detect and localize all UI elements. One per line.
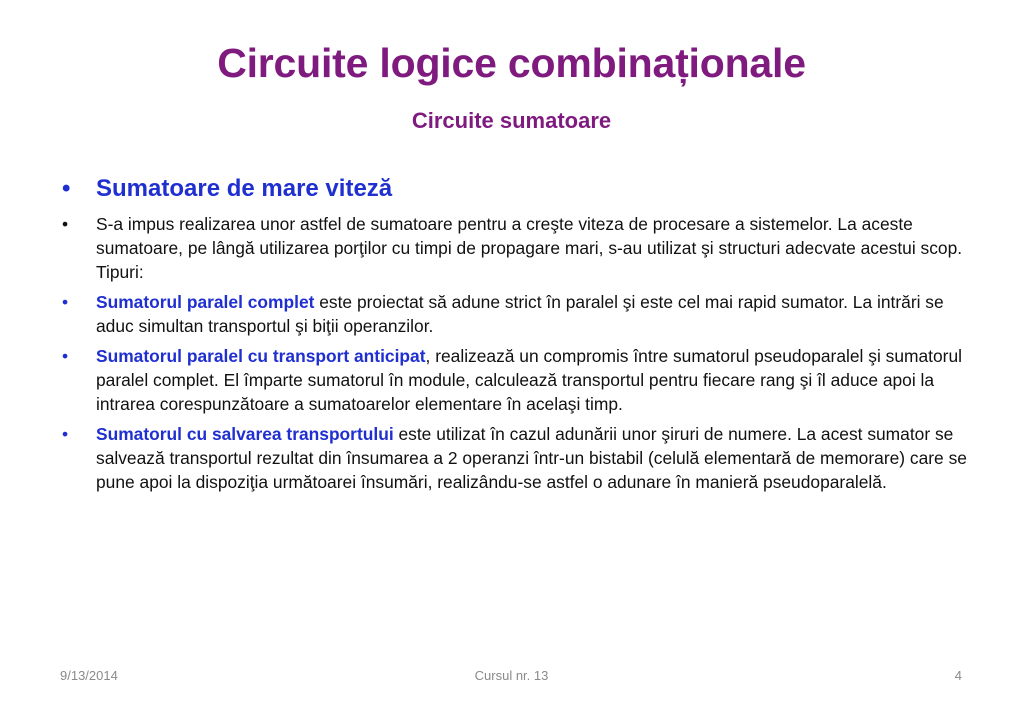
description-carry-save: este utilizat în cazul adunării unor şiruri de numere. La acest sumator se salvează transportul rezultat din însumarea a 2 operanzi într-un bistabil (celulă elementară de memorare) care se pune apoi la dispoziţia următoarei însumări, realizându-se astfel o adunare în manieră pseudoparalelă. [96, 424, 967, 492]
bullet-dot-icon: • [62, 175, 71, 202]
footer-course: Cursul nr. 13 [474, 668, 549, 683]
bullet-list [60, 174, 970, 500]
bullet-item-carry-lookahead [60, 344, 970, 416]
bullet-heading [60, 174, 970, 204]
bullet-dot-icon: • [62, 214, 69, 234]
bullet-intro [60, 212, 970, 284]
footer-page-number: 4 [954, 668, 962, 683]
slide-title: Circuite logice combinaționale [217, 40, 806, 86]
term-parallel-complete: Sumatorul paralel complet [96, 292, 315, 312]
term-carry-lookahead: Sumatorul paralel cu transport anticipat [96, 346, 426, 366]
footer-date: 9/13/2014 [60, 668, 118, 683]
heading-text: Sumatoare de mare viteză [96, 175, 393, 202]
bullet-dot-icon: • [62, 346, 69, 366]
term-carry-save: Sumatorul cu salvarea transportului [96, 424, 394, 444]
bullet-dot-icon: • [62, 292, 69, 312]
description-parallel-complete: este proiectat să adune strict în paralel şi este cel mai rapid sumator. La intrări se aduc simultan transportul şi biţii operanzilor. [96, 292, 944, 336]
bullet-dot-icon: • [62, 424, 69, 444]
slide-subtitle: Circuite sumatoare [411, 108, 612, 133]
intro-text: S-a impus realizarea unor astfel de sumatoare pentru a creşte viteza de procesare a sistemelor. La aceste sumatoare, pe lângă utilizarea porţilor cu timpi de propagare mari, s-au utilizat şi structuri adecvate acestui scop. Tipuri: [96, 214, 963, 282]
bullet-item-carry-save [60, 422, 970, 494]
description-carry-lookahead: , realizează un compromis între sumatorul pseudoparalel şi sumatorul paralel complet. El împarte sumatorul în module, calculează transportul pentru fiecare rang şi îl aduce apoi la intrarea corespunzătoare a sumatoarelor elementare în acelaşi timp. [96, 346, 962, 414]
bullet-item-parallel-complete [60, 290, 970, 338]
